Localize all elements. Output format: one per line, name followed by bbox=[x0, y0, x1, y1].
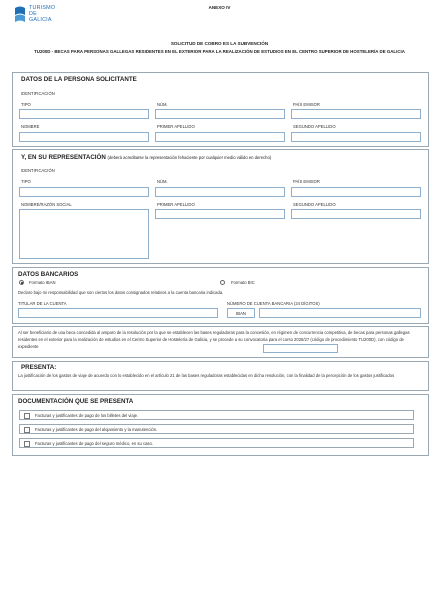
iban-prefix: IBAN bbox=[227, 308, 255, 318]
bic-format-label: Formato BIC bbox=[231, 280, 255, 285]
account-holder-label: TITULAR DE LA CUENTA bbox=[18, 301, 67, 306]
annex-label: ANEXO IV bbox=[208, 5, 231, 10]
file-code-field[interactable] bbox=[263, 344, 338, 353]
document-checkbox-3[interactable] bbox=[24, 441, 30, 447]
applicant-country-label: PAÍS EMISOR bbox=[293, 102, 320, 107]
documents-section-title: DOCUMENTACIÓN QUE SE PRESENTA bbox=[18, 398, 134, 405]
logo-line-3: GALICIA bbox=[29, 17, 52, 24]
applicant-country-field[interactable] bbox=[291, 109, 421, 119]
representative-country-field[interactable] bbox=[291, 187, 421, 197]
iban-format-label: Formato IBAN bbox=[29, 280, 56, 285]
representative-type-label: TIPO bbox=[21, 179, 31, 184]
applicant-section bbox=[12, 72, 429, 147]
bank-declaration: Declaro bajo mi responsabilidad que son ciertos los datos consignados relativos a la cuenta bancaria indicada. bbox=[18, 290, 224, 295]
presents-section-title: PRESENTA: bbox=[21, 364, 57, 371]
applicant-name-label: NOMBRE bbox=[21, 124, 40, 129]
representative-number-label: NÚM. bbox=[157, 179, 168, 184]
account-number-field[interactable] bbox=[259, 308, 421, 318]
account-number-label: NÚMERO DE CUENTA BANCARIA (24 DÍGITOS) bbox=[227, 301, 320, 306]
iban-format-radio[interactable] bbox=[19, 280, 24, 285]
representative-section-title bbox=[21, 154, 271, 161]
representative-name-label: NOMBRE/RAZÓN SOCIAL bbox=[21, 202, 72, 207]
representative-name-field[interactable] bbox=[19, 209, 149, 259]
logo-line-1: TURISMO bbox=[29, 5, 56, 11]
document-row bbox=[19, 410, 414, 420]
applicant-identification-label: IDENTIFICACIÓN bbox=[21, 91, 55, 96]
applicant-section-title: DATOS DE LA PERSONA SOLICITANTE bbox=[21, 76, 137, 83]
document-item-2: Facturas y justificantes de pago del alojamiento y la manutención. bbox=[35, 427, 158, 432]
representative-identification-label: IDENTIFICACIÓN bbox=[21, 168, 55, 173]
form-subtitle: TU200D - BECAS PARA PERSONAS GALLEGAS RESIDENTES EN EL EXTERIOR PARA LA REALIZACIÓN DE ESTUDIOS EN EL CENTRO SUPERIOR DE HOSTELERÍA DE GALICIA bbox=[34, 49, 405, 54]
representative-first-surname-label: PRIMER APELLIDO bbox=[157, 202, 195, 207]
form-title: SOLICITUD DE COBRO ES LA SUBVENCIÓN bbox=[170, 41, 269, 46]
applicant-number-field[interactable] bbox=[155, 109, 285, 119]
document-item-1: Facturas y justificantes de pago de los billetes del viaje. bbox=[35, 413, 139, 418]
bank-section bbox=[12, 267, 429, 324]
bic-format-radio[interactable] bbox=[220, 280, 225, 285]
presents-text: La justificación de los gastos de viaje de acuerdo con lo establecido en el artículo 21 de las bases reguladoras establecidas en dicha resolución, con la finalidad de la percepción de los gastos justificados bbox=[18, 373, 395, 378]
applicant-type-label: TIPO bbox=[21, 102, 31, 107]
representative-country-label: PAÍS EMISOR bbox=[293, 179, 320, 184]
presents-section bbox=[12, 361, 429, 391]
applicant-number-label: NÚM. bbox=[157, 102, 168, 107]
representative-title-text: Y, EN SU REPRESENTACIÓN bbox=[21, 154, 106, 161]
statement-text bbox=[18, 329, 423, 350]
applicant-type-field[interactable] bbox=[19, 109, 149, 119]
representative-second-surname-field[interactable] bbox=[291, 209, 421, 219]
representative-section bbox=[12, 149, 429, 264]
statement-section bbox=[12, 326, 429, 358]
document-row bbox=[19, 424, 414, 434]
representative-number-field[interactable] bbox=[155, 187, 285, 197]
document-checkbox-2[interactable] bbox=[24, 427, 30, 433]
representative-first-surname-field[interactable] bbox=[155, 209, 285, 219]
document-row bbox=[19, 438, 414, 448]
representative-second-surname-label: SEGUNDO APELLIDO bbox=[293, 202, 336, 207]
applicant-name-field[interactable] bbox=[19, 132, 149, 142]
bank-section-title: DATOS BANCARIOS bbox=[18, 271, 79, 278]
logo-line-2: DE bbox=[29, 11, 37, 18]
applicant-first-surname-label: PRIMER APELLIDO bbox=[157, 124, 195, 129]
applicant-second-surname-label: SEGUNDO APELLIDO bbox=[293, 124, 336, 129]
applicant-first-surname-field[interactable] bbox=[155, 132, 285, 142]
document-checkbox-1[interactable] bbox=[24, 413, 30, 419]
documents-section bbox=[12, 394, 429, 456]
applicant-second-surname-field[interactable] bbox=[291, 132, 421, 142]
statement-body: Al ser beneficiario de una beca concedida al amparo de la resolución por la que se establecen las bases reguladoras para la concesión, en régimen de concurrencia competitiva, de becas para personas gallegas residentes en el exterior para la realización de estudios en el Centro Superior de Hostelería de Galicia, y se procede a su convocatoria para el curso 2026/27 (código de procedimiento TU200D), con código de expediente bbox=[18, 330, 410, 349]
representative-note: (deberá acreditarse la representación fehaciente por cualquier medio válido en derecho) bbox=[107, 155, 272, 160]
document-item-3: Facturas y justificantes de pago del seguro médico, en su caso. bbox=[35, 441, 154, 446]
representative-type-field[interactable] bbox=[19, 187, 149, 197]
account-holder-field[interactable] bbox=[18, 308, 218, 318]
